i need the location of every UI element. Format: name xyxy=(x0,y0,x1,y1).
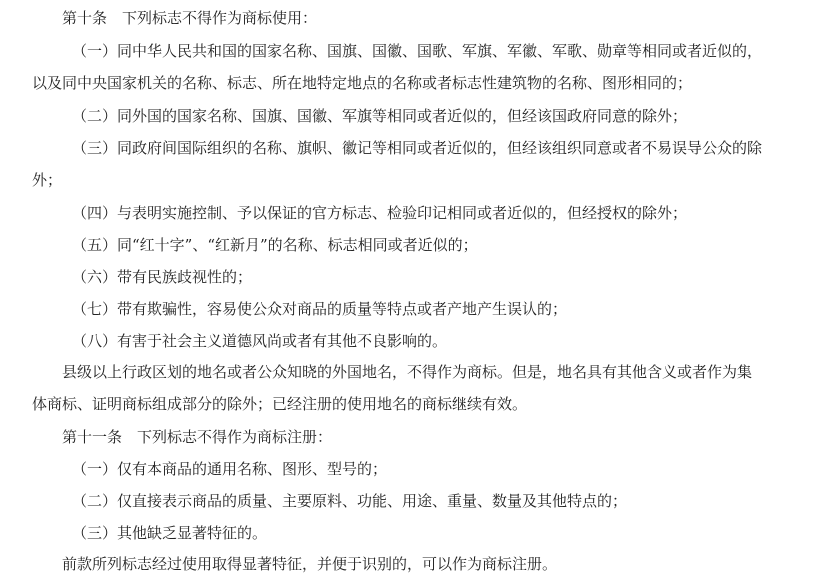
article-10-item-2 xyxy=(72,100,822,132)
article-11-item-1 xyxy=(72,453,822,485)
article-10-item-6 xyxy=(72,261,822,293)
line-text: （三）同政府间国际组织的名称、旗帜、徽记等相同或者近似的，但经该组织同意或者不易误导公众的除 xyxy=(72,139,763,157)
article-10-paragraph-2 xyxy=(62,356,822,388)
line-text: （五）同“红十字”、“红新月”的名称、标志相同或者近似的； xyxy=(72,236,478,254)
line-text: （一）同中华人民共和国的国家名称、国旗、国徽、国歌、军旗、军徽、军歌、勋章等相同或者近似的， xyxy=(72,42,763,60)
article-10-paragraph-2-cont xyxy=(32,388,822,420)
line-text: 外； xyxy=(32,171,63,189)
article-10-item-3 xyxy=(72,132,822,164)
line-text: （七）带有欺骗性，容易使公众对商品的质量等特点或者产地产生误认的； xyxy=(72,300,568,318)
line-text: 体商标、证明商标组成部分的除外；已经注册的使用地名的商标继续有效。 xyxy=(32,395,528,413)
article-11-paragraph-2 xyxy=(62,548,822,580)
article-11-item-2 xyxy=(72,485,822,517)
article-10-item-3-cont xyxy=(32,164,822,196)
line-text: （八）有害于社会主义道德风尚或者有其他不良影响的。 xyxy=(72,332,448,350)
line-text: 以及同中央国家机关的名称、标志、所在地特定地点的名称或者标志性建筑物的名称、图形相同的； xyxy=(32,74,693,92)
article-10-heading xyxy=(62,2,822,34)
article-10-item-4 xyxy=(72,197,822,229)
line-text: （二）仅直接表示商品的质量、主要原料、功能、用途、重量、数量及其他特点的； xyxy=(72,492,628,510)
article-10-item-7 xyxy=(72,293,822,325)
article-10-item-5 xyxy=(72,229,822,261)
article-10-item-8 xyxy=(72,325,822,357)
line-text: 县级以上行政区划的地名或者公众知晓的外国地名，不得作为商标。但是，地名具有其他含义或者作为集 xyxy=(62,363,753,381)
line-text: 前款所列标志经过使用取得显著特征，并便于识别的，可以作为商标注册。 xyxy=(62,555,558,573)
line-text: （六）带有民族歧视性的； xyxy=(72,268,253,286)
line-text: （四）与表明实施控制、予以保证的官方标志、检验印记相同或者近似的，但经授权的除外； xyxy=(72,204,688,222)
line-text: 第十条 下列标志不得作为商标使用： xyxy=(62,9,318,27)
article-10-item-1-cont xyxy=(32,67,822,99)
line-text: （二）同外国的国家名称、国旗、国徽、军旗等相同或者近似的，但经该国政府同意的除外； xyxy=(72,107,688,125)
article-11-heading xyxy=(62,421,822,453)
article-10-item-1 xyxy=(72,35,822,67)
line-text: 第十一条 下列标志不得作为商标注册： xyxy=(62,428,333,446)
article-11-item-3 xyxy=(72,517,822,549)
line-text: （一）仅有本商品的通用名称、图形、型号的； xyxy=(72,460,388,478)
line-text: （三）其他缺乏显著特征的。 xyxy=(72,524,268,542)
